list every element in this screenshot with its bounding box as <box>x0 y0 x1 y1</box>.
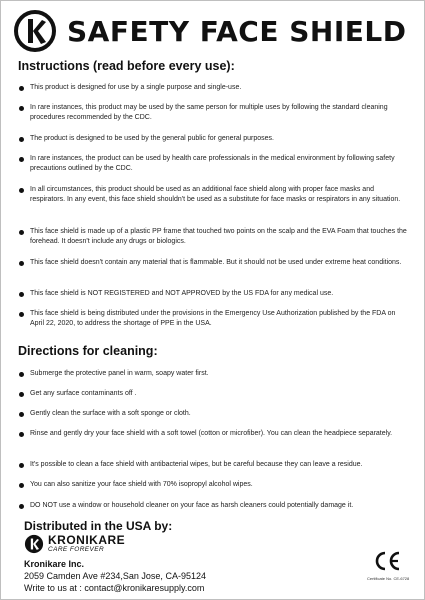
page-title: SAFETY FACE SHIELD <box>67 14 407 48</box>
list-item-text: Get any surface contaminants off . <box>30 390 137 397</box>
list-item-text: The product is designed to be used by the general public for general purposes. <box>30 135 274 142</box>
certificate-number: Certificate No. CE-6728 <box>367 576 410 581</box>
bullet-icon <box>19 230 24 235</box>
list-item-text: In rare instances, the product can be used by health care professionals in the medical environment by following safety precautions outlined by the CDC. <box>30 155 395 172</box>
list-item-text: Rinse and gently dry your face shield with a soft towel (cotton or microfiber). You can clean the headpiece separately. <box>30 430 393 437</box>
brand-name: KRONIKARE <box>48 533 126 547</box>
ce-mark-icon <box>372 550 402 572</box>
bullet-icon <box>19 432 24 437</box>
list-item-text: This face shield is made up of a plastic PP frame that touched two points on the scalp and the EVA Foam that touches the forehead. It doesn't include any drugs or biologics. <box>30 228 407 245</box>
bullet-icon <box>19 106 24 111</box>
list-item-text: In rare instances, this product may be used by the same person for multiple uses by following the standard cleaning procedures recommended by the CDC. <box>30 104 388 121</box>
instructions-heading: Instructions (read before every use): <box>18 59 235 73</box>
bullet-icon <box>19 463 24 468</box>
bullet-icon <box>19 137 24 142</box>
bullet-icon <box>19 483 24 488</box>
list-item-text: This product is designed for use by a single purpose and single-use. <box>30 84 242 91</box>
bullet-icon <box>19 157 24 162</box>
bullet-icon <box>19 292 24 297</box>
bullet-icon <box>19 86 24 91</box>
company-address: 2059 Camden Ave #234,San Jose, CA-95124 <box>24 571 206 581</box>
contact-line: Write to us at : contact@kronikaresupply.com <box>24 583 205 593</box>
header <box>13 9 406 53</box>
brand-tagline: CARE FOREVER <box>48 546 105 553</box>
list-item-text: This face shield is NOT REGISTERED and NOT APPROVED by the US FDA for any medical use. <box>30 290 334 297</box>
kronikare-k-logo-icon <box>13 9 57 53</box>
list-item-text: DO NOT use a window or household cleaner on your face as harsh cleaners could potentially damage it. <box>30 502 354 509</box>
kronikare-k-logo-icon <box>24 534 44 554</box>
bullet-icon <box>19 392 24 397</box>
brand-text <box>48 534 125 554</box>
distributed-by-heading: Distributed in the USA by: <box>24 519 173 533</box>
list-item-text: In all circumstances, this product should be used as an additional face shield along with proper face masks and respirators. In any event, this face shield shouldn't be used as a substitute for face masks or respirators in any situation. <box>30 186 401 203</box>
bullet-icon <box>19 188 24 193</box>
bullet-icon <box>19 372 24 377</box>
bullet-icon <box>19 261 24 266</box>
cleaning-heading: Directions for cleaning: <box>18 344 158 358</box>
list-item-text: Gently clean the surface with a soft sponge or cloth. <box>30 410 191 417</box>
company-name: Kronikare Inc. <box>24 559 85 569</box>
list-item-text: You can also sanitize your face shield with 70% isopropyl alcohol wipes. <box>30 481 253 488</box>
bullet-icon <box>19 412 24 417</box>
list-item-text: This face shield is being distributed under the provisions in the Emergency Use Authorization published by the FDA on April 22, 2020, to address the shortage of PPE in the USA. <box>30 310 396 327</box>
bullet-icon <box>19 312 24 317</box>
list-item-text: Submerge the protective panel in warm, soapy water first. <box>30 370 209 377</box>
list-item-text: It's possible to clean a face shield with antibacterial wipes, but be careful because they can leave a residue. <box>30 461 363 468</box>
bullet-icon <box>19 504 24 509</box>
brand-logo <box>24 534 125 554</box>
list-item-text: This face shield doesn't contain any material that is flammable. But it should not be used under extreme heat conditions. <box>30 259 402 266</box>
